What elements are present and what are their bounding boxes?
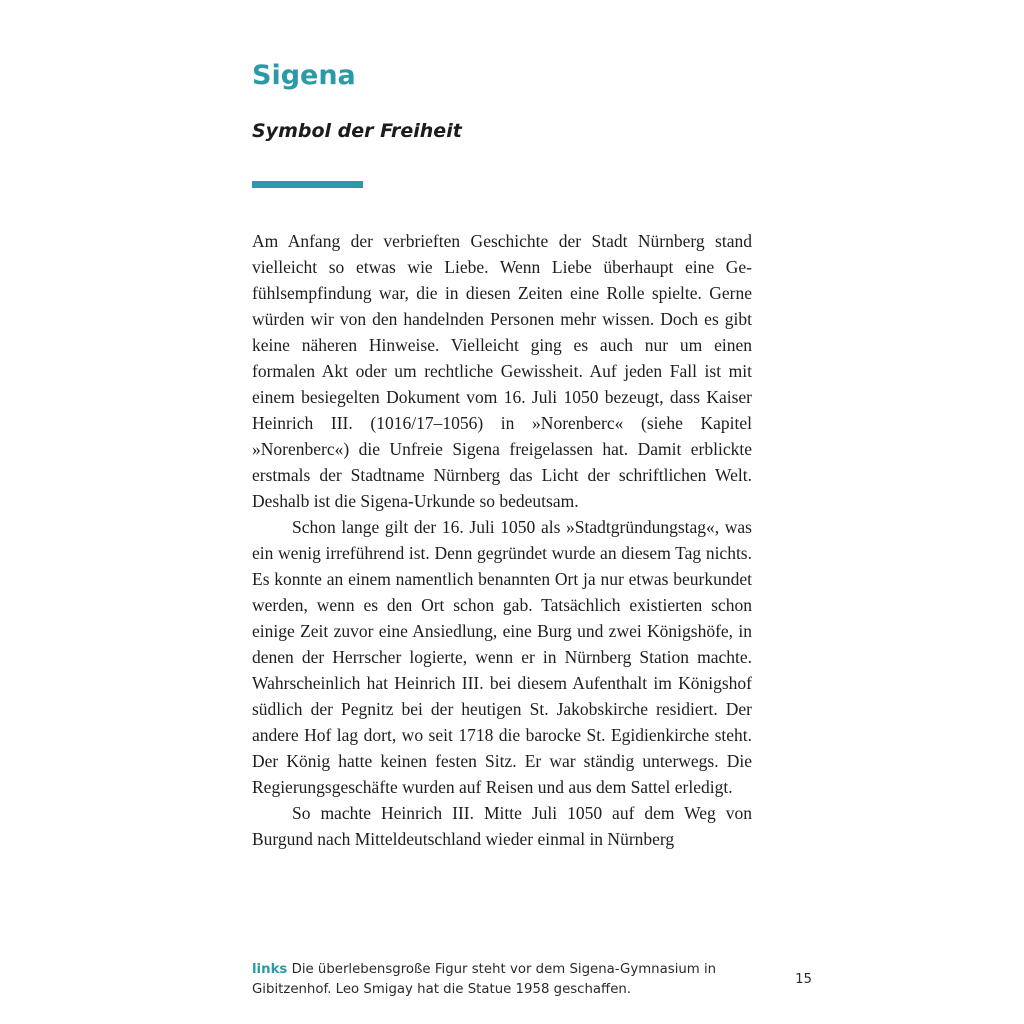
accent-rule [252, 181, 363, 188]
image-caption [252, 960, 772, 1000]
paragraph: So machte Heinrich III. Mitte Juli 1050 auf dem Weg von Burgund nach Mitteldeutschland wieder einmal in Nürnberg [252, 803, 752, 849]
paragraph: Am Anfang der verbrieften Geschichte der Stadt Nürnberg stand vielleicht so etwas wie Liebe. Wenn Liebe überhaupt eine Gefühlsempfindung war, die in diesen Zeiten eine Rolle spielte. Gerne würden wir von den handelnden Personen mehr wissen. Doch es gibt keine näheren Hinweise. Vielleicht ging es auch nur um einen formalen Akt oder um rechtliche Gewissheit. Auf jeden Fall ist mit einem besiegelten Dokument vom 16. Juli 1050 bezeugt, dass Kaiser Heinrich III. (1016/17–1056) in »Norenberc« (siehe Kapitel »Norenberc«) die Unfreie Sigena freigelassen hat. Damit erblickte erstmals der Stadtname Nürnberg das Licht der schriftlichen Welt. Deshalb ist die Sigena-Urkunde so bedeutsam. [252, 231, 752, 511]
caption-label: links [252, 962, 288, 977]
body-text [252, 228, 752, 852]
page-number: 15 [795, 972, 812, 987]
chapter-subtitle: Symbol der Freiheit [252, 120, 462, 142]
caption-text: Die überlebensgroße Figur steht vor dem Sigena-Gymnasium in Gibitzenhof. Leo Smigay hat die Statue 1958 geschaffen. [252, 962, 717, 997]
chapter-title: Sigena [252, 60, 356, 91]
paragraph: Schon lange gilt der 16. Juli 1050 als »Stadtgründungstag«, was ein wenig irreführend ist. Denn gegründet wurde an diesem Tag nichts. Es konnte an einem namentlich benannten Ort ja nur etwas beurkundet werden, wenn es den Ort schon gab. Tatsächlich existierten schon einige Zeit zuvor eine Ansiedlung, eine Burg und zwei Königshöfe, in denen der Herrscher logierte, wenn er in Nürnberg Station machte. Wahrscheinlich hat Heinrich III. bei diesem Aufenthalt im Königshof südlich der Pegnitz bei der heutigen St. Jakobskirche residiert. Der andere Hof lag dort, wo seit 1718 die barocke St. Egidienkirche steht. Der König hatte keinen festen Sitz. Er war ständig unterwegs. Die Regierungsgeschäfte wurden auf Reisen und aus dem Sattel erledigt. [252, 517, 752, 797]
